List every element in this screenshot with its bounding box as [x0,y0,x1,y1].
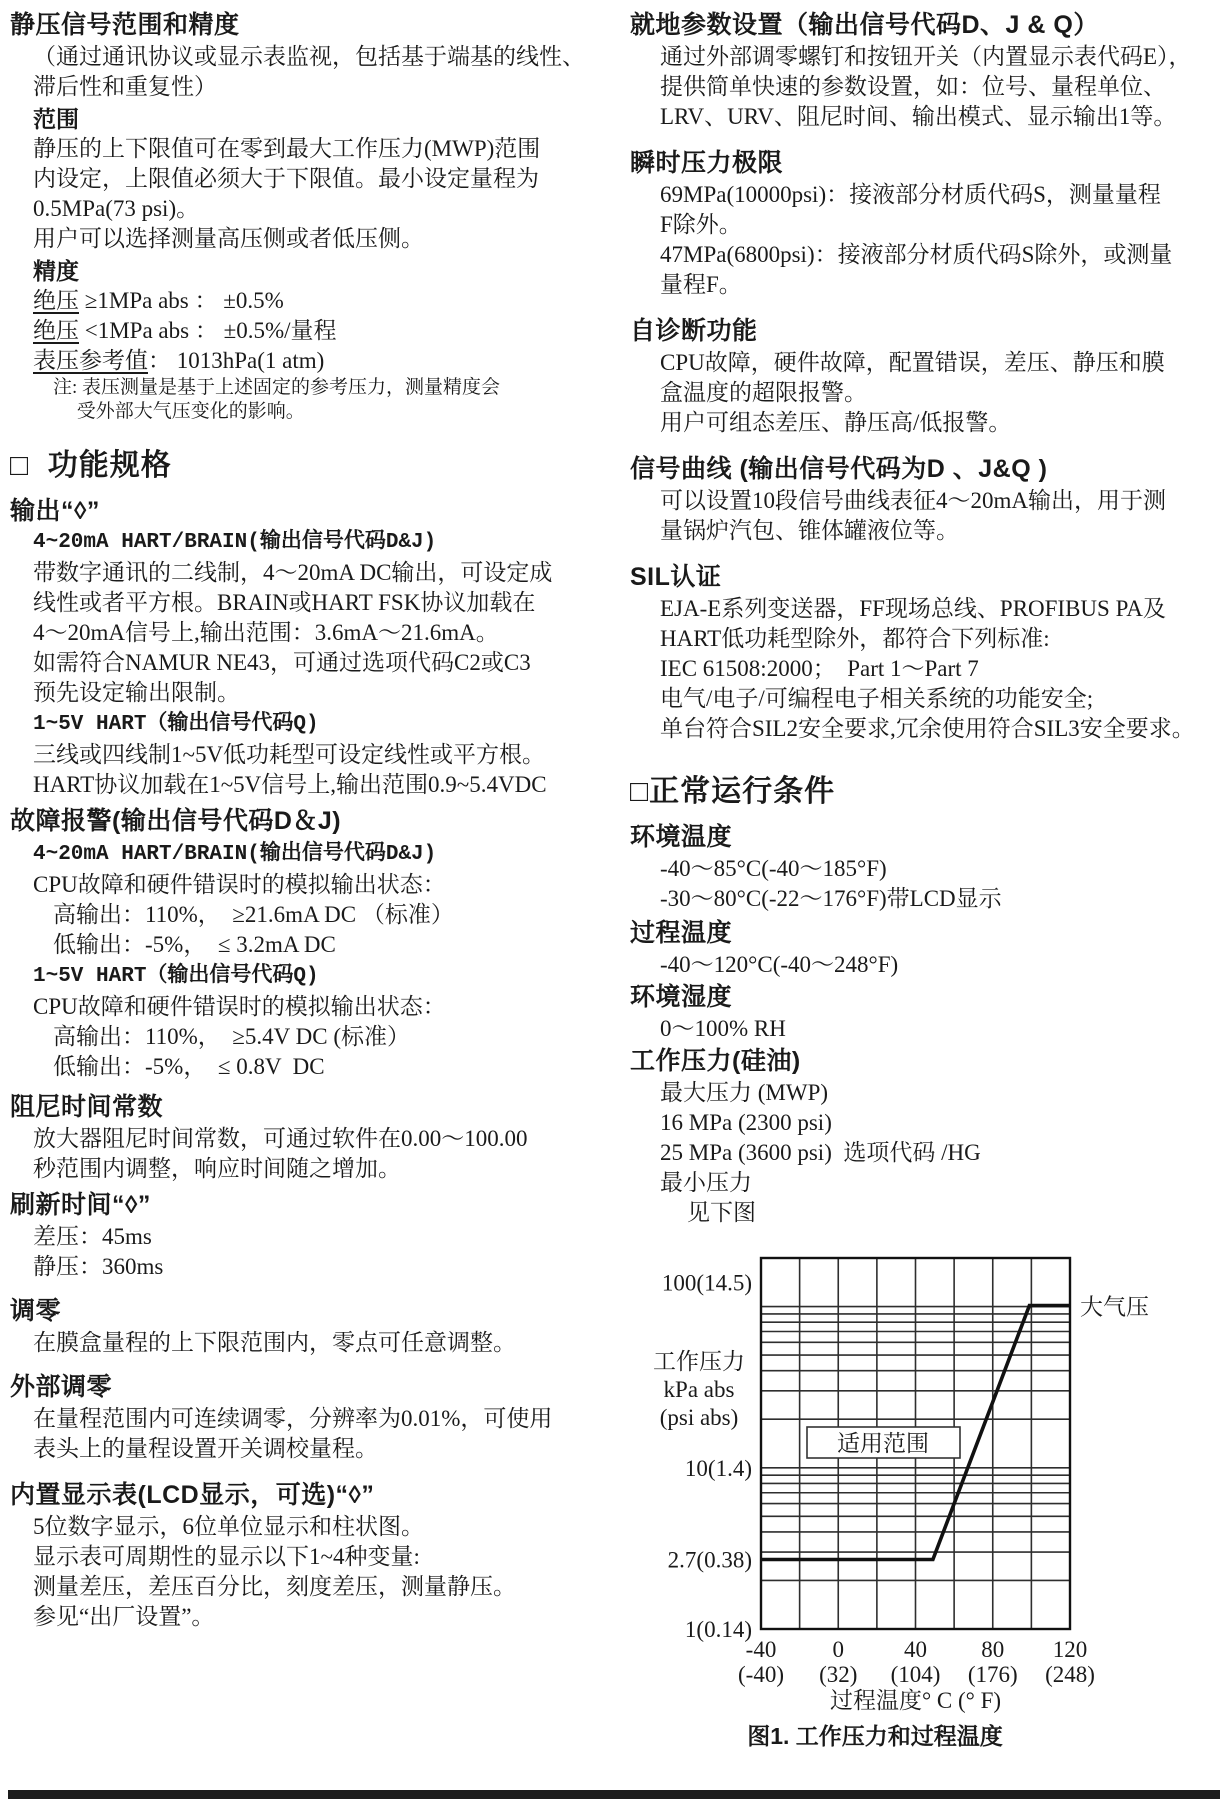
para-external-zero-line-0: 在量程范围内可连续调零，分辨率为0.01%，可使用 [33,1406,553,1431]
para-15v-output-line-0: 三线或四线制1~5V低功耗型可设定线性或平方根。 [33,742,546,767]
para-self-diagnostics-line-0: CPU故障，硬件故障，配置错误，差压、静压和膜 [660,350,1165,375]
heading-ambient-temperature-line-0: 环境温度 [630,823,733,851]
para-local-parameter-line-2: LRV、URV、阻尼时间、输出模式、显示输出1等。 [660,104,1177,129]
heading-integral-indicator-line-0: 内置显示表(LCD显示，可选)“◊” [10,1481,375,1509]
para-local-parameter-line-0: 通过外部调零螺钉和按钮开关（内置显示表代码E）， [660,44,1192,69]
para-working-pressure-line-1: 16 MPa (2300 psi) [660,1110,832,1135]
subheading-alarm-15v-line-0: 1~5V HART（输出信号代码Q) [33,965,319,988]
para-integral-indicator-line-0: 5位数字显示，6位单位显示和柱状图。 [33,1514,424,1539]
para-damping-line-0: 放大器阻尼时间常数，可通过软件在0.00～100.00 [33,1126,528,1151]
subheading-420ma-hart-brain-line-0: 4~20mA HART/BRAIN(输出信号代码D&J) [33,531,437,554]
heading-process-temperature [630,916,1228,950]
heading-external-zero-adjustment-line-0: 外部调零 [10,1373,113,1401]
para-420ma-output-line-0: 带数字通讯的二线制，4～20mA DC输出，可设定成 [33,560,553,585]
para-pressure-limit-line-2: 47MPa(6800psi)：接液部分材质代码S除外，或测量 [660,242,1173,267]
section-functional-specifications-line-0: □ 功能规格 [10,449,172,482]
heading-static-pressure-signal-range-accuracy-line-0: 静压信号范围和精度 [10,11,240,39]
para-sil [660,594,1228,744]
para-sil-line-4: 单台符合SIL2安全要求,冗余使用符合SIL3安全要求。 [660,716,1195,741]
para-accuracy-line-0: 绝压 ≥1MPa abs ： ±0.5% [33,288,284,313]
para-420ma-output-line-3: 如需符合NAMUR NE43，可通过选项代码C2或C3 [33,650,531,675]
heading-local-parameter-setting [630,8,1228,42]
para-signal-characterizer [660,486,1228,546]
working-pressure-chart-svg [595,1245,1228,1755]
heading-integral-indicator [10,1478,626,1512]
heading-sil-certification-line-0: SIL认证 [630,563,722,591]
figure-caption: 图1. 工作压力和过程温度 [747,1723,1003,1749]
para-working-pressure-line-0: 最大压力 (MWP) [660,1080,829,1105]
para-update-time-line-1: 静压：360ms [33,1254,164,1279]
x-tick-label-f: (104) [890,1662,941,1687]
para-ambient-temperature-line-1: -30～80°C(-22～176°F)带LCD显示 [660,886,1002,911]
note-gauge-pressure [53,376,626,424]
para-ambient-humidity [660,1014,1228,1044]
para-range-line-2: 0.5MPa(73 psi)。 [33,196,200,221]
para-self-diagnostics-line-1: 盒温度的超限报警。 [660,380,867,405]
x-tick-label-c: -40 [745,1637,777,1662]
para-local-parameter [660,42,1228,132]
para-range-line-0: 静压的上下限值可在零到最大工作压力(MWP)范围 [33,136,541,161]
heading-instantaneous-pressure-limit [630,146,1228,180]
para-see-figure-below [687,1198,1228,1228]
applicable-range-label: 适用范围 [837,1431,929,1456]
para-ambient-temperature-line-0: -40～85°C(-40～185°F) [660,856,887,881]
heading-process-temperature-line-0: 过程温度 [630,919,733,947]
heading-signal-characterizer-line-0: 信号曲线 (输出信号代码为D 、J&Q ) [630,455,1048,483]
subheading-15v-hart-line-0: 1~5V HART（输出信号代码Q) [33,713,319,736]
para-pressure-limit [660,180,1228,300]
para-zero-adjustment [33,1328,626,1358]
heading-external-zero-adjustment [10,1370,626,1404]
para-420ma-output-line-2: 4～20mA信号上,输出范围：3.6mA～21.6mA。 [33,620,499,645]
x-axis-title: 过程温度° C (° F) [829,1688,1002,1713]
para-pressure-limit-line-3: 量程F。 [660,272,742,297]
para-integral-indicator-line-1: 显示表可周期性的显示以下1~4种变量: [33,1544,420,1569]
x-tick-label-f: (-40) [738,1662,784,1687]
heading-local-parameter-setting-line-0: 就地参数设置（输出信号代码D、J & Q） [630,11,1099,39]
heading-ambient-humidity [630,980,1228,1014]
x-tick-label-c: 0 [832,1637,844,1662]
para-alarm-15v-status [33,992,626,1022]
para-accuracy-line-1: 绝压 <1MPa abs ： ±0.5%/量程 [33,318,337,343]
para-zero-adjustment-line-0: 在膜盒量程的上下限范围内，零点可任意调整。 [33,1330,516,1355]
subheading-15v-hart [33,710,626,740]
heading-zero-adjustment [10,1294,626,1328]
para-local-parameter-line-1: 提供简单快速的参数设置，如：位号、量程单位、 [660,74,1166,99]
heading-ambient-temperature [630,820,1228,854]
para-see-figure-below-line-0: 见下图 [687,1200,756,1225]
y-tick-label: 1(0.14) [684,1617,752,1642]
para-range [33,134,626,254]
heading-damping-time-constant-line-0: 阻尼时间常数 [10,1093,164,1121]
subheading-alarm-420ma [33,840,626,870]
para-alarm-15v-values [53,1022,626,1082]
para-damping-line-1: 秒范围内调整，响应时间随之增加。 [33,1156,401,1181]
subheading-accuracy-line-0: 精度 [33,258,79,284]
para-signal-characterizer-line-0: 可以设置10段信号曲线表征4～20mA输出，用于测 [660,488,1166,513]
heading-output [10,494,626,528]
heading-signal-characterizer [630,452,1228,486]
subheading-420ma-hart-brain [33,528,626,558]
subheading-alarm-420ma-line-0: 4~20mA HART/BRAIN(输出信号代码D&J) [33,843,437,866]
para-420ma-output [33,558,626,708]
heading-working-pressure [630,1044,1228,1078]
para-pressure-limit-line-0: 69MPa(10000psi)：接液部分材质代码S，测量量程 [660,182,1161,207]
working-pressure-chart [595,1245,1228,1755]
subheading-alarm-15v [33,962,626,992]
section-functional-specifications [10,444,626,488]
para-range-line-3: 用户可以选择测量高压侧或者低压侧。 [33,226,424,251]
left-column [10,8,626,1632]
heading-sil-certification [630,560,1228,594]
para-process-temperature-line-0: -40～120°C(-40～248°F) [660,952,899,977]
para-integral-indicator [33,1512,626,1632]
para-sil-line-1: HART低功耗型除外，都符合下列标准: [660,626,1050,651]
para-ambient-temperature [660,854,1228,914]
para-alarm-420ma-values-line-0: 高输出：110%， ≥21.6mA DC （标准） [53,902,454,927]
para-420ma-output-line-1: 线性或者平方根。BRAIN或HART FSK协议加载在 [33,590,536,615]
para-alarm-15v-values-line-1: 低输出：-5%， ≤ 0.8V DC [53,1054,325,1079]
subheading-range-line-0: 范围 [33,106,79,132]
y-axis-title: 工作压力 [653,1349,745,1374]
para-alarm-420ma-status-line-0: CPU故障和硬件错误时的模拟输出状态： [33,872,446,897]
para-external-zero [33,1404,626,1464]
section-normal-operating-conditions-line-0: □正常运行条件 [630,775,836,808]
heading-update-time [10,1188,626,1222]
heading-failure-alarm-line-0: 故障报警(输出信号代码D＆J) [10,807,342,835]
heading-output-line-0: 输出“◊” [10,497,100,525]
para-alarm-15v-status-line-0: CPU故障和硬件错误时的模拟输出状态： [33,994,446,1019]
para-self-diagnostics-line-2: 用户可组态差压、静压高/低报警。 [660,410,1012,435]
right-column [630,8,1228,1228]
x-tick-label-f: (248) [1045,1662,1095,1687]
para-working-pressure-line-3: 最小压力 [660,1170,752,1195]
note-gauge-pressure-line-1: 受外部大气压变化的影响。 [53,401,305,422]
subheading-accuracy [33,256,626,286]
para-accuracy [33,286,626,376]
para-damping [33,1124,626,1184]
para-static-pressure-intro-line-1: 滞后性和重复性） [33,74,217,99]
heading-static-pressure-signal-range-accuracy [10,8,626,42]
y-axis-title: (psi abs) [659,1405,739,1430]
heading-damping-time-constant [10,1090,626,1124]
para-self-diagnostics [660,348,1228,438]
para-update-time-line-0: 差压：45ms [33,1224,152,1249]
para-15v-output [33,740,626,800]
section-normal-operating-conditions [630,770,1228,814]
para-pressure-limit-line-1: F除外。 [660,212,742,237]
x-tick-label-c: 120 [1052,1637,1088,1662]
x-tick-label-f: (176) [967,1662,1018,1687]
para-static-pressure-intro [33,42,626,102]
x-tick-label-f: (32) [819,1662,858,1687]
para-integral-indicator-line-2: 测量差压，差压百分比，刻度差压，测量静压。 [33,1574,516,1599]
heading-self-diagnostics-line-0: 自诊断功能 [630,317,758,345]
para-alarm-420ma-status [33,870,626,900]
heading-instantaneous-pressure-limit-line-0: 瞬时压力极限 [630,149,784,177]
heading-zero-adjustment-line-0: 调零 [10,1297,62,1325]
para-alarm-420ma-values-line-1: 低输出：-5%， ≤ 3.2mA DC [53,932,336,957]
y-axis-title: kPa abs [663,1377,735,1402]
para-accuracy-line-2: 表压参考值： 1013hPa(1 atm) [33,348,325,373]
heading-update-time-line-0: 刷新时间“◊” [10,1191,151,1219]
para-15v-output-line-1: HART协议加载在1~5V信号上,输出范围0.9~5.4VDC [33,772,547,797]
para-working-pressure-line-2: 25 MPa (3600 psi) 选项代码 /HG [660,1140,981,1165]
para-sil-line-3: 电气/电子/可编程电子相关系统的功能安全; [660,686,1094,711]
atmosphere-label: 大气压 [1080,1294,1149,1320]
y-tick-label: 10(1.4) [684,1455,752,1481]
x-tick-label-c: 40 [904,1637,927,1662]
para-update-time [33,1222,626,1282]
para-working-pressure [660,1078,1228,1198]
heading-ambient-humidity-line-0: 环境湿度 [630,983,733,1011]
heading-working-pressure-line-0: 工作压力(硅油) [630,1047,801,1075]
para-signal-characterizer-line-1: 量锅炉汽包、锥体罐液位等。 [660,518,959,543]
para-alarm-420ma-values [53,900,626,960]
x-tick-label-c: 80 [981,1637,1005,1662]
y-tick-label: 100(14.5) [661,1270,752,1296]
para-range-line-1: 内设定，上限值必须大于下限值。最小设定量程为 [33,166,539,191]
para-integral-indicator-line-3: 参见“出厂设置”。 [33,1604,215,1629]
heading-failure-alarm [10,804,626,838]
subheading-range [33,104,626,134]
para-process-temperature [660,950,1228,980]
para-ambient-humidity-line-0: 0～100% RH [660,1016,786,1041]
para-420ma-output-line-4: 预先设定输出限制。 [33,680,240,705]
page-bottom-rule [8,1790,1220,1799]
para-sil-line-0: EJA-E系列变送器，FF现场总线、PROFIBUS PA及 [660,596,1166,621]
para-sil-line-2: IEC 61508:2000； Part 1～Part 7 [660,656,979,681]
para-alarm-15v-values-line-0: 高输出：110%， ≥5.4V DC (标准） [53,1024,410,1049]
y-tick-label: 2.7(0.38) [667,1547,752,1573]
para-static-pressure-intro-line-0: （通过通讯协议或显示表监视，包括基于端基的线性、 [33,44,585,69]
para-external-zero-line-1: 表头上的量程设置开关调校量程。 [33,1436,378,1461]
note-gauge-pressure-line-0: 注: 表压测量是基于上述固定的参考压力，测量精度会 [53,377,501,398]
heading-self-diagnostics [630,314,1228,348]
